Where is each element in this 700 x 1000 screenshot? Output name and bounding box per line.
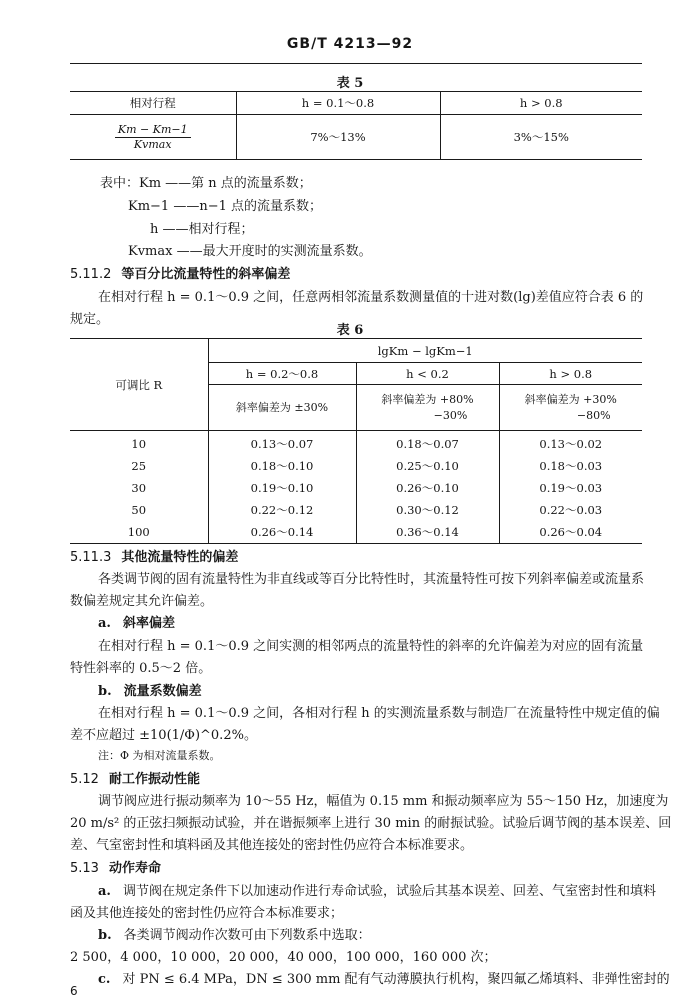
table6-cell: 50 bbox=[131, 503, 147, 517]
table6-col-header: h > 0.8 bbox=[499, 363, 642, 385]
page-number: 6 bbox=[70, 984, 78, 998]
table6-caption: 表 6 bbox=[336, 323, 364, 338]
table5-row bbox=[70, 115, 642, 160]
table6-cell: 0.26～0.14 bbox=[250, 525, 314, 539]
table6-col-header: h = 0.2～0.8 bbox=[208, 363, 356, 385]
table6-cell: 0.13～0.07 bbox=[250, 437, 314, 451]
table6-top-header: lgKm − lgKm−1 bbox=[208, 339, 642, 363]
section-title: 耐工作振动性能 bbox=[108, 772, 200, 787]
table6-cell: 0.25～0.10 bbox=[396, 459, 459, 473]
section-5-11-3-heading bbox=[70, 546, 238, 565]
item-a-line bbox=[98, 880, 656, 899]
table6-cell: 0.26～0.04 bbox=[539, 525, 603, 539]
item-text: 调节阀在规定条件下以加速动作进行寿命试验，试验后其基本误差、回差、气室密封性和填料 bbox=[122, 884, 656, 899]
paragraph-line: 在相对行程 h = 0.1～0.9 之间，任意两相邻流量系数测量值的十进对数(lg)差值应符合表 6 的 bbox=[98, 290, 644, 305]
table6-cell: 0.18～0.10 bbox=[250, 459, 314, 473]
table6-cell: 0.36～0.14 bbox=[396, 525, 459, 539]
table6-cell: 0.13～0.02 bbox=[539, 437, 603, 451]
item-label: b. bbox=[98, 684, 112, 699]
table5 bbox=[70, 91, 642, 160]
section-5-11-2-heading bbox=[70, 263, 290, 282]
table6-col3-column bbox=[499, 431, 642, 544]
table6-cell: 30 bbox=[131, 481, 147, 495]
paragraph-line: 调节阀应进行振动频率为 10～55 Hz，幅值为 0.15 mm 和振动频率应为 55～150 Hz，加速度为 bbox=[98, 794, 669, 809]
table6-corner-cell: 可调比 R bbox=[70, 339, 208, 431]
table6-col2-column bbox=[356, 431, 499, 544]
item-c-line bbox=[98, 968, 670, 987]
header-rule bbox=[70, 63, 642, 64]
paragraph-line: 在相对行程 h = 0.1～0.9 之间，各相对行程 h 的实测流量系数与制造厂在流量特性中规定值的偏 bbox=[98, 706, 660, 721]
table6-cell: 0.22～0.12 bbox=[250, 503, 314, 517]
table6-cell: 0.19～0.10 bbox=[250, 481, 314, 495]
section-5-13-heading bbox=[70, 857, 161, 876]
table5-value-cell: 7%～13% bbox=[236, 115, 440, 160]
item-b-heading bbox=[98, 680, 202, 699]
table6-cell: 25 bbox=[131, 459, 147, 473]
table6-cell: 0.18～0.03 bbox=[539, 459, 603, 473]
formula-numerator: Km − Km−1 bbox=[115, 123, 191, 138]
table6-top-header-row bbox=[70, 339, 642, 363]
table6-col-header: h < 0.2 bbox=[356, 363, 499, 385]
legend-line: Kvmax ——最大开度时的实测流量系数。 bbox=[128, 244, 372, 259]
standard-header: GB/T 4213—92 bbox=[286, 36, 414, 52]
table5-header-cell: 相对行程 bbox=[70, 92, 236, 115]
table5-value-cell: 3%～15% bbox=[440, 115, 642, 160]
section-number: 5.12 bbox=[70, 772, 99, 787]
legend-line: 表中：Km ——第 n 点的流量系数； bbox=[100, 176, 312, 191]
section-5-12-heading bbox=[70, 768, 200, 787]
table5-formula-cell bbox=[70, 115, 236, 160]
table6-cell: 0.18～0.07 bbox=[396, 437, 459, 451]
section-title: 等百分比流量特性的斜率偏差 bbox=[121, 267, 291, 282]
table6-dev-header bbox=[356, 385, 499, 431]
legend-line: h ——相对行程； bbox=[150, 222, 254, 237]
section-number: 5.11.2 bbox=[70, 267, 112, 282]
table6-cell: 0.26～0.10 bbox=[396, 481, 459, 495]
table6-cell: 0.30～0.12 bbox=[396, 503, 459, 517]
table6 bbox=[70, 338, 642, 544]
item-a-heading bbox=[98, 612, 175, 631]
section-title: 动作寿命 bbox=[108, 861, 161, 876]
table6-dev-header bbox=[208, 385, 356, 431]
paragraph-line: 在相对行程 h = 0.1～0.9 之间实测的相邻两点的流量特性的斜率的允许偏差为对应的固有流量 bbox=[98, 639, 644, 654]
table6-cell: 0.19～0.03 bbox=[539, 481, 603, 495]
section-title: 其他流量特性的偏差 bbox=[121, 550, 239, 565]
table6-cell: 100 bbox=[127, 525, 150, 539]
table5-header-cell: h = 0.1～0.8 bbox=[236, 92, 440, 115]
item-label: a. bbox=[98, 616, 111, 631]
table5-header-row bbox=[70, 92, 642, 115]
table6-col1-column bbox=[208, 431, 356, 544]
dev-line: −30% bbox=[433, 408, 468, 422]
item-label: c. bbox=[98, 972, 111, 987]
legend-line: Km−1 ——n−1 点的流量系数； bbox=[128, 199, 323, 214]
dev-line: 斜率偏差为 ±30% bbox=[235, 400, 329, 414]
table6-r-column bbox=[70, 431, 208, 544]
table6-data-row bbox=[70, 431, 642, 544]
item-title: 斜率偏差 bbox=[122, 616, 175, 631]
table6-cell: 0.22～0.03 bbox=[539, 503, 603, 517]
paragraph-line: 差不应超过 ±10(1/Φ)^0.2%。 bbox=[70, 728, 257, 743]
paragraph-line: 各类调节阀的固有流量特性为非直线或等百分比特性时，其流量特性可按下列斜率偏差或流量系 bbox=[98, 572, 645, 587]
section-number: 5.11.3 bbox=[70, 550, 112, 565]
dev-line: 斜率偏差为 +80% bbox=[381, 392, 474, 406]
paragraph-line: 差、气室密封性和填料函及其他连接处的密封性仍应符合本标准要求。 bbox=[70, 838, 474, 853]
paragraph-line: 函及其他连接处的密封性仍应符合本标准要求； bbox=[70, 906, 344, 921]
table6-cell: 10 bbox=[131, 437, 147, 451]
paragraph-line: 规定。 bbox=[70, 312, 110, 327]
item-text: 各类调节阀动作次数可由下列数系中选取： bbox=[123, 928, 371, 943]
paragraph-line: 特性斜率的 0.5～2 倍。 bbox=[70, 661, 212, 676]
table6-dev-header bbox=[499, 385, 642, 431]
table5-caption: 表 5 bbox=[336, 76, 364, 91]
section-number: 5.13 bbox=[70, 861, 99, 876]
table5-header-cell: h > 0.8 bbox=[440, 92, 642, 115]
slope-formula bbox=[115, 123, 191, 152]
item-label: b. bbox=[98, 928, 112, 943]
paragraph-line: 20 m/s² 的正弦扫频振动试验，并在谐振频率上进行 30 min 的耐振试验。试验后调节阀的基本误差、回 bbox=[70, 816, 672, 831]
item-text: 对 PN ≤ 6.4 MPa，DN ≤ 300 mm 配有气动薄膜执行机构，聚四氟乙烯填料、非弹性密封的 bbox=[122, 972, 670, 987]
item-title: 流量系数偏差 bbox=[123, 684, 202, 699]
dev-line: −80% bbox=[576, 408, 611, 422]
formula-denominator: Kvmax bbox=[133, 137, 172, 151]
note-line: 注：Φ 为相对流量系数。 bbox=[98, 749, 221, 762]
paragraph-line: 数偏差规定其允许偏差。 bbox=[70, 594, 214, 609]
paragraph-line: 2 500，4 000，10 000，20 000，40 000，100 000，160 000 次； bbox=[70, 950, 497, 965]
item-label: a. bbox=[98, 884, 111, 899]
item-b-line bbox=[98, 924, 371, 943]
dev-line: 斜率偏差为 +30% bbox=[524, 392, 617, 406]
